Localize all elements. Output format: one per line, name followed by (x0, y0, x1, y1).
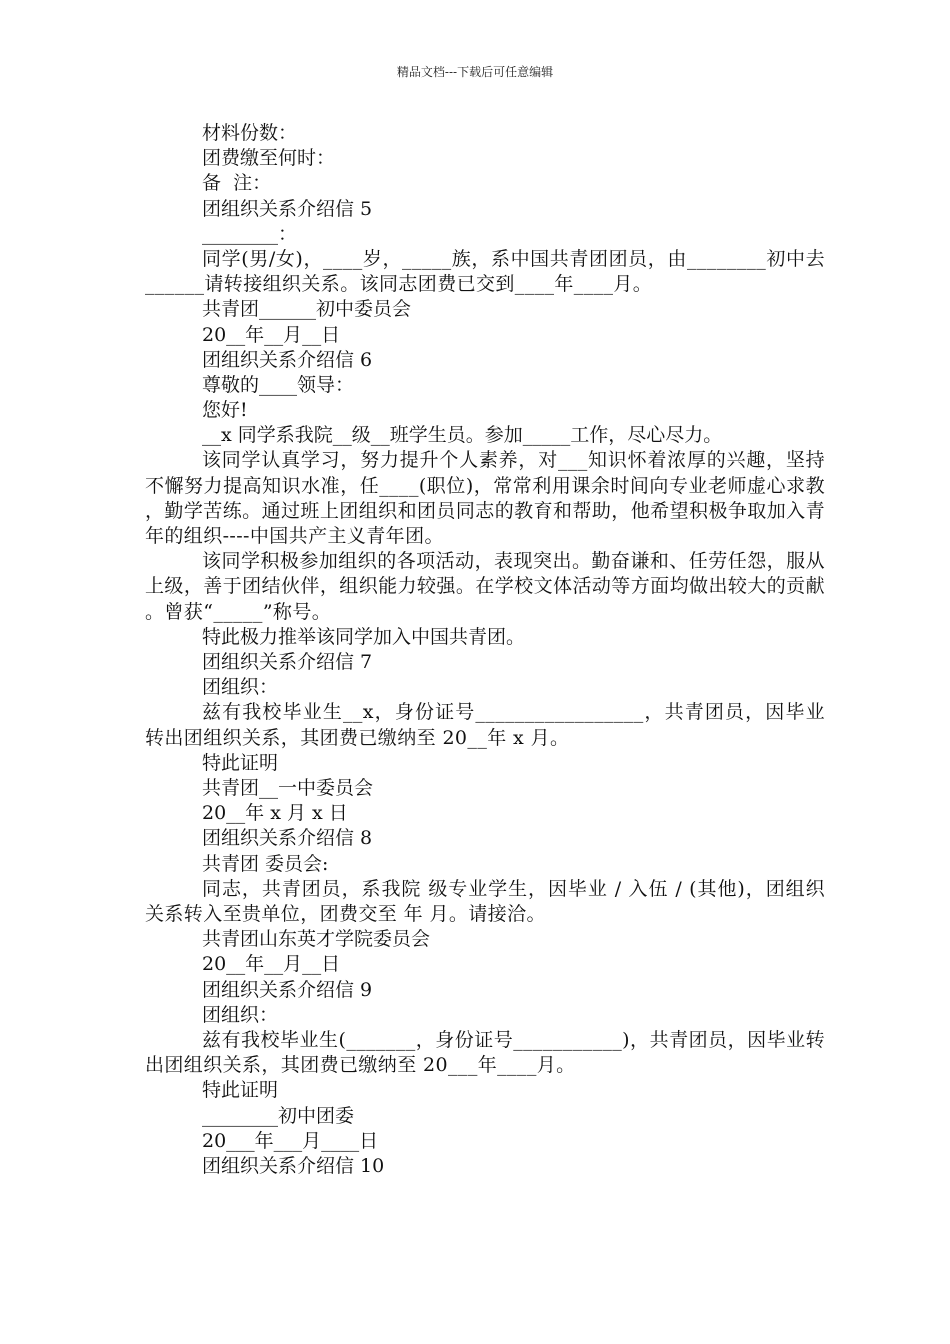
text-line: 团组织关系介绍信 7 (202, 651, 373, 674)
text-line: 团组织关系介绍信 6 (202, 348, 373, 371)
body-paragraph: 兹有我校毕业生__x，身份证号_________________，共青团员，因毕业转出团组织关系，其团费已缴纳至 20__年 x 月。 (145, 701, 825, 749)
text-line: 特此证明 (202, 751, 279, 774)
text-line: 20__年 x 月 x 日 (202, 802, 348, 825)
text-line: 团组织关系介绍信 8 (202, 827, 373, 850)
text-line: ________初中团委 (202, 1104, 355, 1127)
text-line: ________： (202, 222, 298, 245)
text-line: 特此证明 (202, 1079, 279, 1102)
text-line: 团组织关系介绍信 9 (202, 978, 373, 1001)
body-paragraph: 同志，共青团员，系我院 级专业学生，因毕业 / 入伍 / (其他)，团组织关系转入至贵单位，团费交至 年 月。请接洽。 (145, 877, 825, 925)
text-line: 团组织： (202, 1003, 279, 1026)
text-line: 团费缴至何时： (202, 147, 336, 170)
text-line: 备 注： (202, 172, 272, 195)
text-line: 尊敬的____领导： (202, 373, 355, 396)
text-line: 材料份数： (202, 122, 298, 144)
body-paragraph: 该同学认真学习，努力提升个人素养，对___知识怀着浓厚的兴趣，坚持不懈努力提高知识水准，任____(职位)，常常利用课余时间向专业老师虚心求教，勤学苦练。通过班上团组织和团员同志的教育和帮助，他希望积极争取加入青年的组织----中国共产主义青年团。 (145, 449, 825, 548)
text-line: 共青团 委员会: (202, 852, 329, 875)
page-header: 精品文档---下载后可任意编辑 (396, 65, 554, 79)
text-line: 20__年__月__日 (202, 953, 341, 976)
text-line: 团组织关系介绍信 10 (202, 1154, 385, 1177)
text-line: 共青团山东英才学院委员会 (202, 928, 431, 951)
text-line: 特此极力推举该同学加入中国共青团。 (202, 625, 526, 648)
text-line: 20___年___月____日 (202, 1129, 379, 1152)
document-body (145, 121, 825, 1179)
text-line: __x 同学系我院__级__班学生员。参加_____工作，尽心尽力。 (202, 424, 723, 447)
text-line: 您好! (202, 399, 248, 422)
text-line: 团组织： (202, 676, 279, 699)
body-paragraph: 兹有我校毕业生(_______，身份证号___________)，共青团员，因毕业转出团组织关系，其团费已缴纳至 20___年____月。 (145, 1028, 825, 1077)
text-line: 20__年__月__日 (202, 323, 341, 346)
body-paragraph: 该同学积极参加组织的各项活动，表现突出。勤奋谦和、任劳任怨，服从上级，善于团结伙伴，组织能力较强。在学校文体活动等方面均做出较大的贡献。曾获“_____”称号。 (145, 550, 825, 623)
text-line: 团组织关系介绍信 5 (202, 197, 373, 220)
text-line: 共青团______初中委员会 (202, 298, 412, 321)
text-line: 共青团__一中委员会 (202, 777, 374, 800)
body-paragraph: 同学(男/女)，____岁，_____族，系中国共青团团员，由________初中去______请转接组织关系。该同志团费已交到____年____月。 (145, 247, 825, 296)
